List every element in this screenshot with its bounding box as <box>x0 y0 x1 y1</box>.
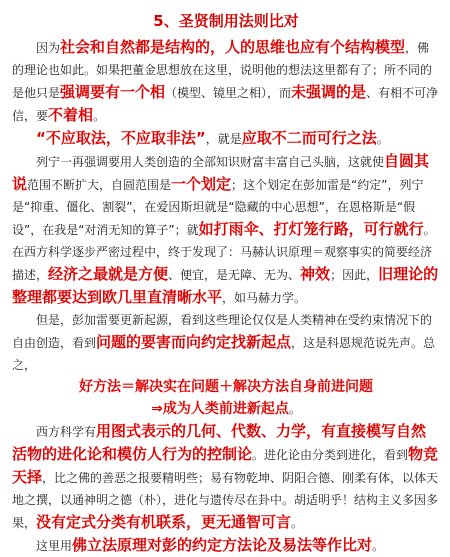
emphasis-text: 强调要有一个相 <box>60 83 166 101</box>
paragraph <box>12 127 440 150</box>
emphasis-text: ⇒成为人类前进新起点 <box>151 401 289 417</box>
paragraph <box>12 398 440 420</box>
body-text: 。在西方科学逐步严密过程中，终于发现了：马赫认识原理＝观察事实的简要经济描述， <box>12 223 436 282</box>
emphasis-text: 应取不二而可行之法 <box>241 129 377 147</box>
body-text: 。 <box>93 109 106 123</box>
paragraph <box>12 534 440 557</box>
body-text: ，就是 <box>205 132 242 146</box>
body-text: 但是，彭加雷要更新起源，看到这些理论仅仅是人类精神在受约束情况下的自由创造，看到 <box>12 313 433 350</box>
emphasis-text: 问题的要害而向约定找新起点 <box>96 333 292 351</box>
body-text: ，这是科恩规范说先声。总之， <box>12 336 436 372</box>
emphasis-text: 没有定式分类有机联系，更无通智可言 <box>36 513 292 531</box>
body-text: ，佛的理论也如此。如果把董金思想放在这里，说明他的想法这里都有了；所不同的是他只是 <box>12 41 433 100</box>
body-text: 。 <box>376 132 389 146</box>
body-text: ，比之佛的善恶之报要精明些；易有物乾坤、阴阳合德、刚柔有体，以体天地之撰，以通神明之德（朴），进化与遗传尽在卦中。胡适明乎！结构主义多因多果， <box>12 471 439 530</box>
paragraph <box>12 150 440 309</box>
body-text: 。 <box>288 402 301 416</box>
emphasis-text: 未强调的是 <box>291 83 367 101</box>
body-text: 。进化论由分类到进化，看到 <box>252 448 409 462</box>
emphasis-text: 社会和自然都是结构的，人的思维也应有个结构模型 <box>60 38 406 56</box>
document-title: 5、圣贤制用法则比对 <box>153 12 299 30</box>
emphasis-text: 不着相 <box>48 106 94 124</box>
body-text: 西方科学有 <box>36 425 97 439</box>
body-text: 。 <box>372 539 385 553</box>
emphasis-text: 一个划定 <box>171 175 232 193</box>
body-text: ，如马赫力学。 <box>222 291 307 305</box>
emphasis-text: 旧理论的整理都要达到欧几里直清晰水平 <box>12 265 439 306</box>
paragraph <box>12 309 440 376</box>
body-text: （模型、镜里之相），而 <box>165 86 292 100</box>
body-text: ；这个划定在彭加雷是“约定”，列宁是“抑重、僵化、割裂”，在爱因斯坦就是“隐藏的中心思想”，在恩格斯是“假设”，在我是“对消无知的算子”；就 <box>12 178 424 237</box>
paragraph <box>12 376 440 398</box>
body-text: 这里用 <box>36 539 73 553</box>
body-text: 、有相不可净信，要 <box>12 86 439 123</box>
emphasis-text: 经济之最就是方便 <box>48 265 169 283</box>
body-text: 、便宜，是无障、无为、 <box>168 268 301 282</box>
paragraph <box>12 420 440 534</box>
body-text: 范围不断扩大，自圆范围是 <box>27 178 172 192</box>
emphasis-text: “不应取法，不应取非法” <box>36 129 206 147</box>
body-text: ；因此， <box>330 268 379 282</box>
emphasis-text: 用图式表示的几何、代数、力学，有直接模写自然活物的进化论和模仿人行为的控制论 <box>12 422 427 463</box>
paragraph <box>12 36 440 127</box>
emphasis-text: 自圆其说 <box>12 152 430 193</box>
emphasis-text: 佛立法原理对彭的约定方法论及易法等作比对 <box>72 536 373 554</box>
body-text: 。 <box>291 516 304 530</box>
emphasis-text: 神效 <box>300 265 331 283</box>
body-text: 因为 <box>36 41 61 55</box>
emphasis-text: 好方法＝解决实在问题＋解决方法自身前进问题 <box>79 379 373 395</box>
emphasis-text: 物竞天择 <box>12 445 439 486</box>
emphasis-text: 如打雨伞、打灯笼行路，可行就行 <box>198 220 424 238</box>
body-text: 列宁一再强调要用人类创造的全部知识财富丰富自己头脑，这就使 <box>36 155 385 169</box>
document-body <box>12 36 440 557</box>
